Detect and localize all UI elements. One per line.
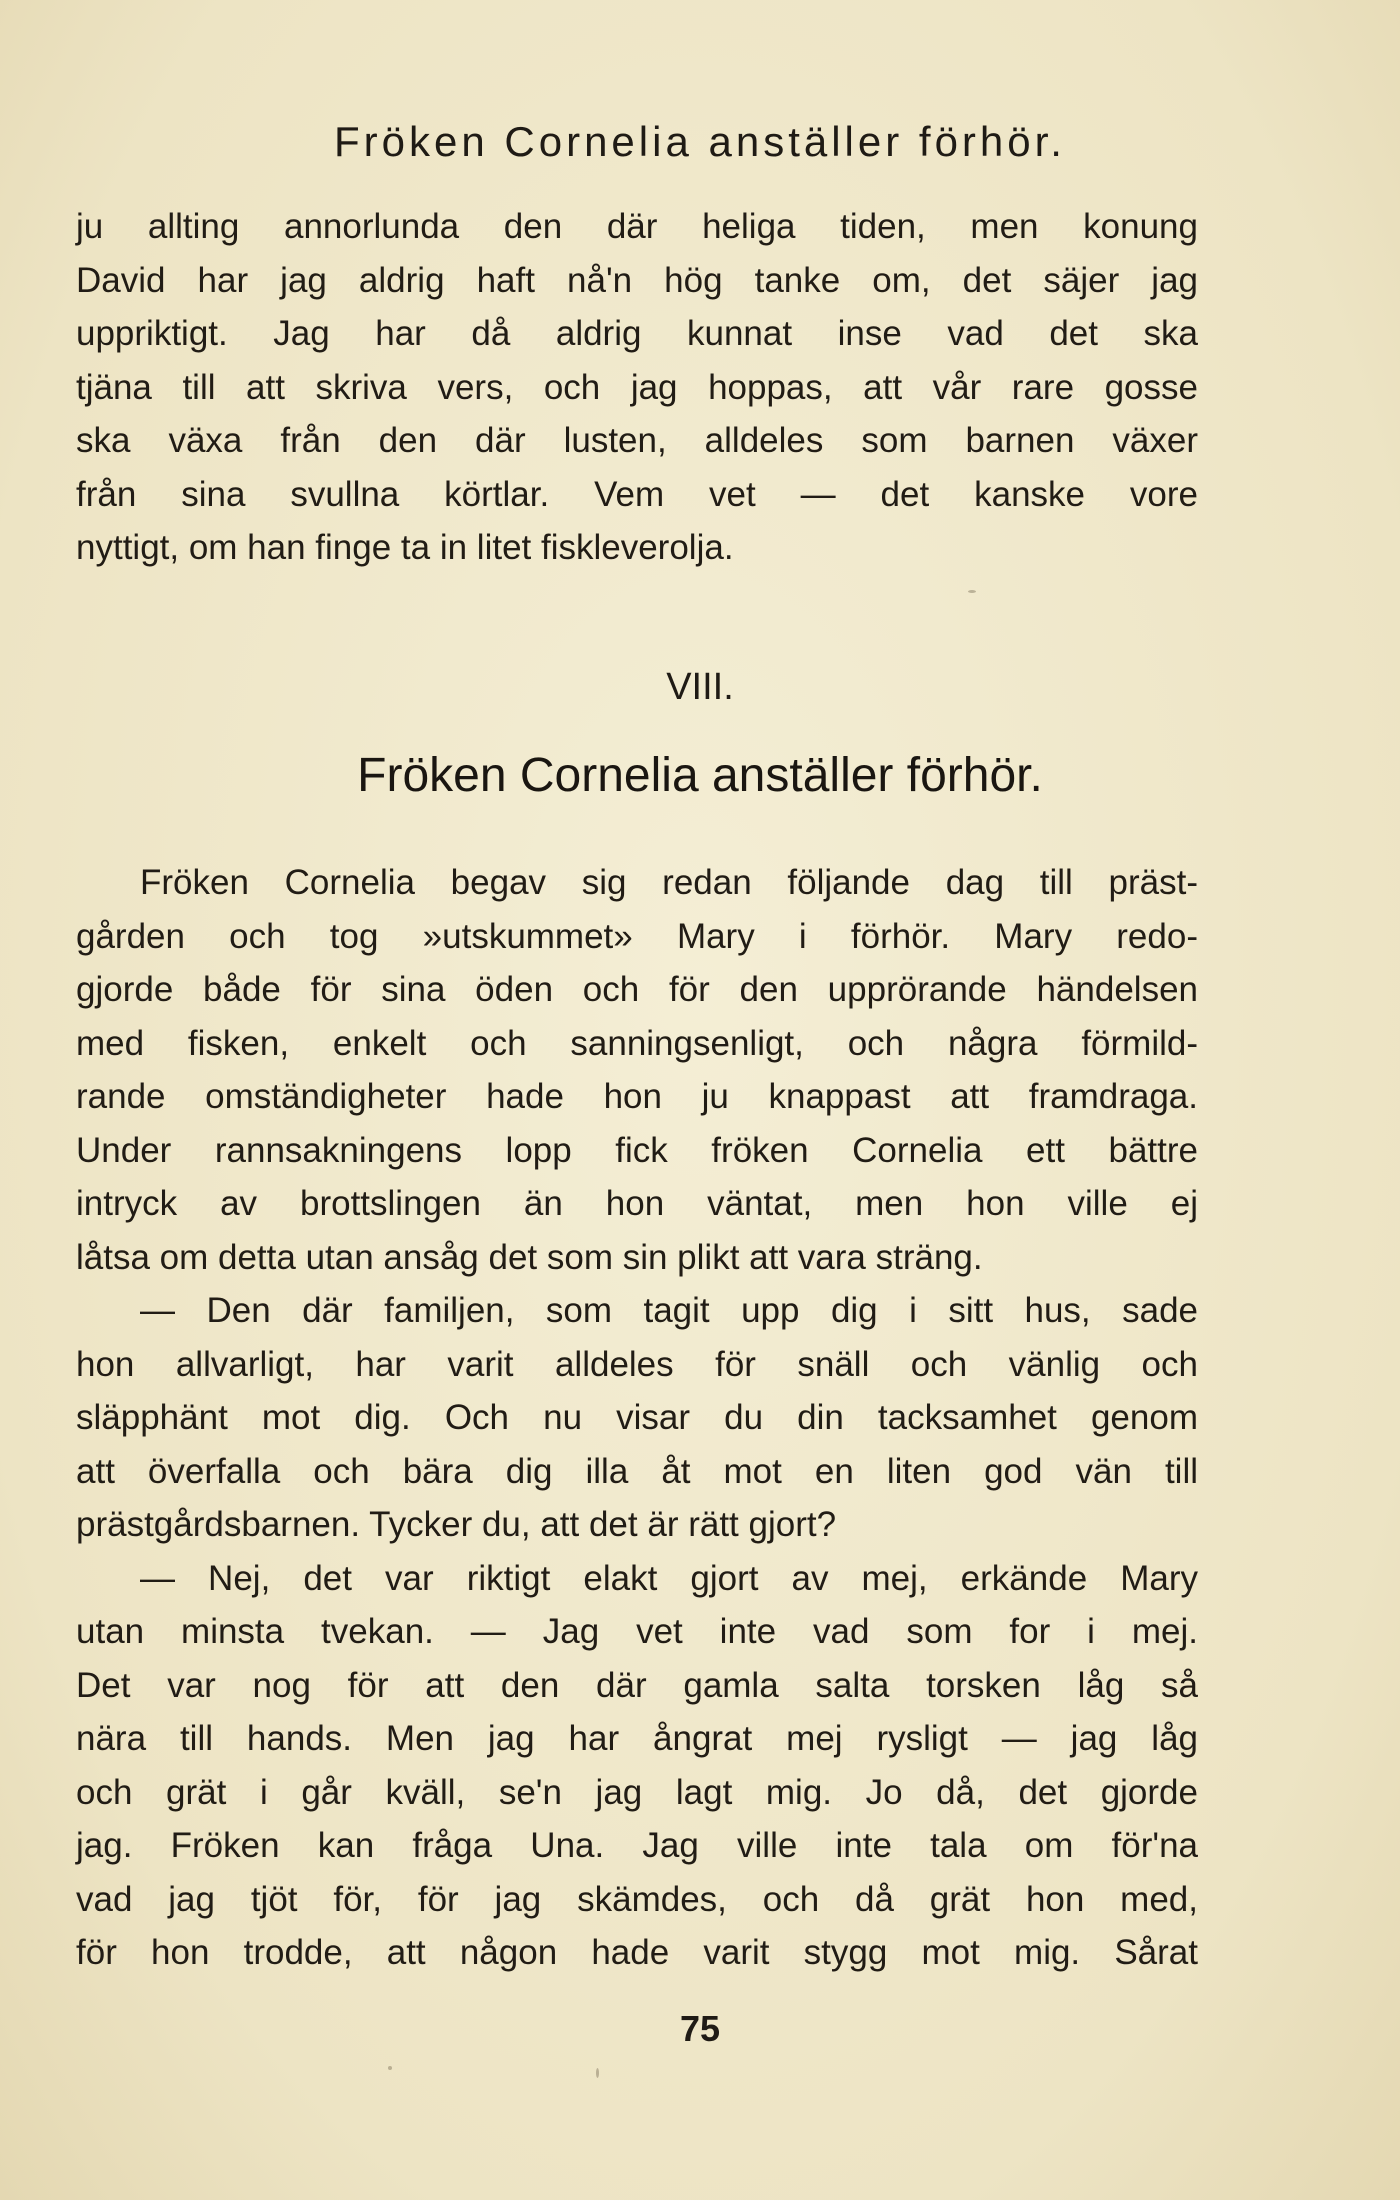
paper-speck	[968, 590, 976, 593]
running-head: Fröken Cornelia anställer förhör.	[334, 118, 1066, 165]
chapter-number: VIII.	[666, 666, 734, 708]
text-line: låtsa om detta utan ansåg det som sin plikt att vara sträng.	[76, 1237, 983, 1277]
text-line: — Nej, det var riktigt elakt gjort av mej, erkände Mary	[140, 1558, 1198, 1598]
text-line: ju allting annorlunda den där heliga tiden, men konung	[76, 207, 1198, 246]
text-line: hon allvarligt, har varit alldeles för snäll och vänlig och	[76, 1344, 1198, 1384]
text-line: uppriktigt. Jag har då aldrig kunnat inse vad det ska	[76, 314, 1198, 353]
text-line: nära till hands. Men jag har ångrat mej rysligt — jag låg	[76, 1719, 1198, 1758]
text-line: Fröken Cornelia begav sig redan följande dag till präst-	[140, 863, 1198, 902]
paper-speck	[388, 2066, 392, 2070]
chapter-title: Fröken Cornelia anställer förhör.	[357, 749, 1043, 802]
page-number: 75	[679, 2008, 721, 2049]
text-line: vad jag tjöt för, för jag skämdes, och då grät hon med,	[76, 1879, 1198, 1919]
chapter-body	[76, 856, 1198, 1980]
paper-speck	[596, 2068, 599, 2078]
text-line: utan minsta tvekan. — Jag vet inte vad som for i mej.	[76, 1612, 1198, 1651]
text-line: Under rannsakningens lopp fick fröken Cornelia ett bättre	[76, 1130, 1198, 1170]
text-line: David har jag aldrig haft nå'n hög tanke om, det säjer jag	[76, 260, 1198, 300]
text-line: med fisken, enkelt och sanningsenligt, och några förmild-	[76, 1023, 1198, 1063]
text-line: att överfalla och bära dig illa åt mot en liten god vän till	[76, 1451, 1198, 1491]
text-line: intryck av brottslingen än hon väntat, men hon ville ej	[76, 1184, 1198, 1223]
text-line: rande omständigheter hade hon ju knappast att framdraga.	[76, 1077, 1198, 1116]
text-line: nyttigt, om han finge ta in litet fiskleverolja.	[76, 528, 734, 567]
text-line: från sina svullna körtlar. Vem vet — det kanske vore	[76, 474, 1198, 514]
text-line: prästgårdsbarnen. Tycker du, att det är rätt gjort?	[76, 1505, 837, 1544]
text-line: Det var nog för att den där gamla salta torsken låg så	[76, 1665, 1198, 1705]
intro-paragraph	[76, 200, 1198, 575]
text-line: och grät i går kväll, se'n jag lagt mig. Jo då, det gjorde	[76, 1772, 1198, 1812]
text-line: jag. Fröken kan fråga Una. Jag ville inte tala om för'na	[76, 1826, 1198, 1865]
text-line: gjorde både för sina öden och för den upprörande händelsen	[76, 970, 1198, 1009]
text-line: gården och tog »utskummet» Mary i förhör. Mary redo-	[76, 916, 1198, 956]
text-line: släpphänt mot dig. Och nu visar du din tacksamhet genom	[76, 1398, 1198, 1437]
text-line: ska växa från den där lusten, alldeles som barnen växer	[76, 421, 1198, 460]
text-line: för hon trodde, att någon hade varit stygg mot mig. Sårat	[76, 1933, 1198, 1972]
text-line: tjäna till att skriva vers, och jag hoppas, att vår rare gosse	[76, 367, 1198, 407]
text-line: — Den där familjen, som tagit upp dig i sitt hus, sade	[140, 1291, 1198, 1330]
